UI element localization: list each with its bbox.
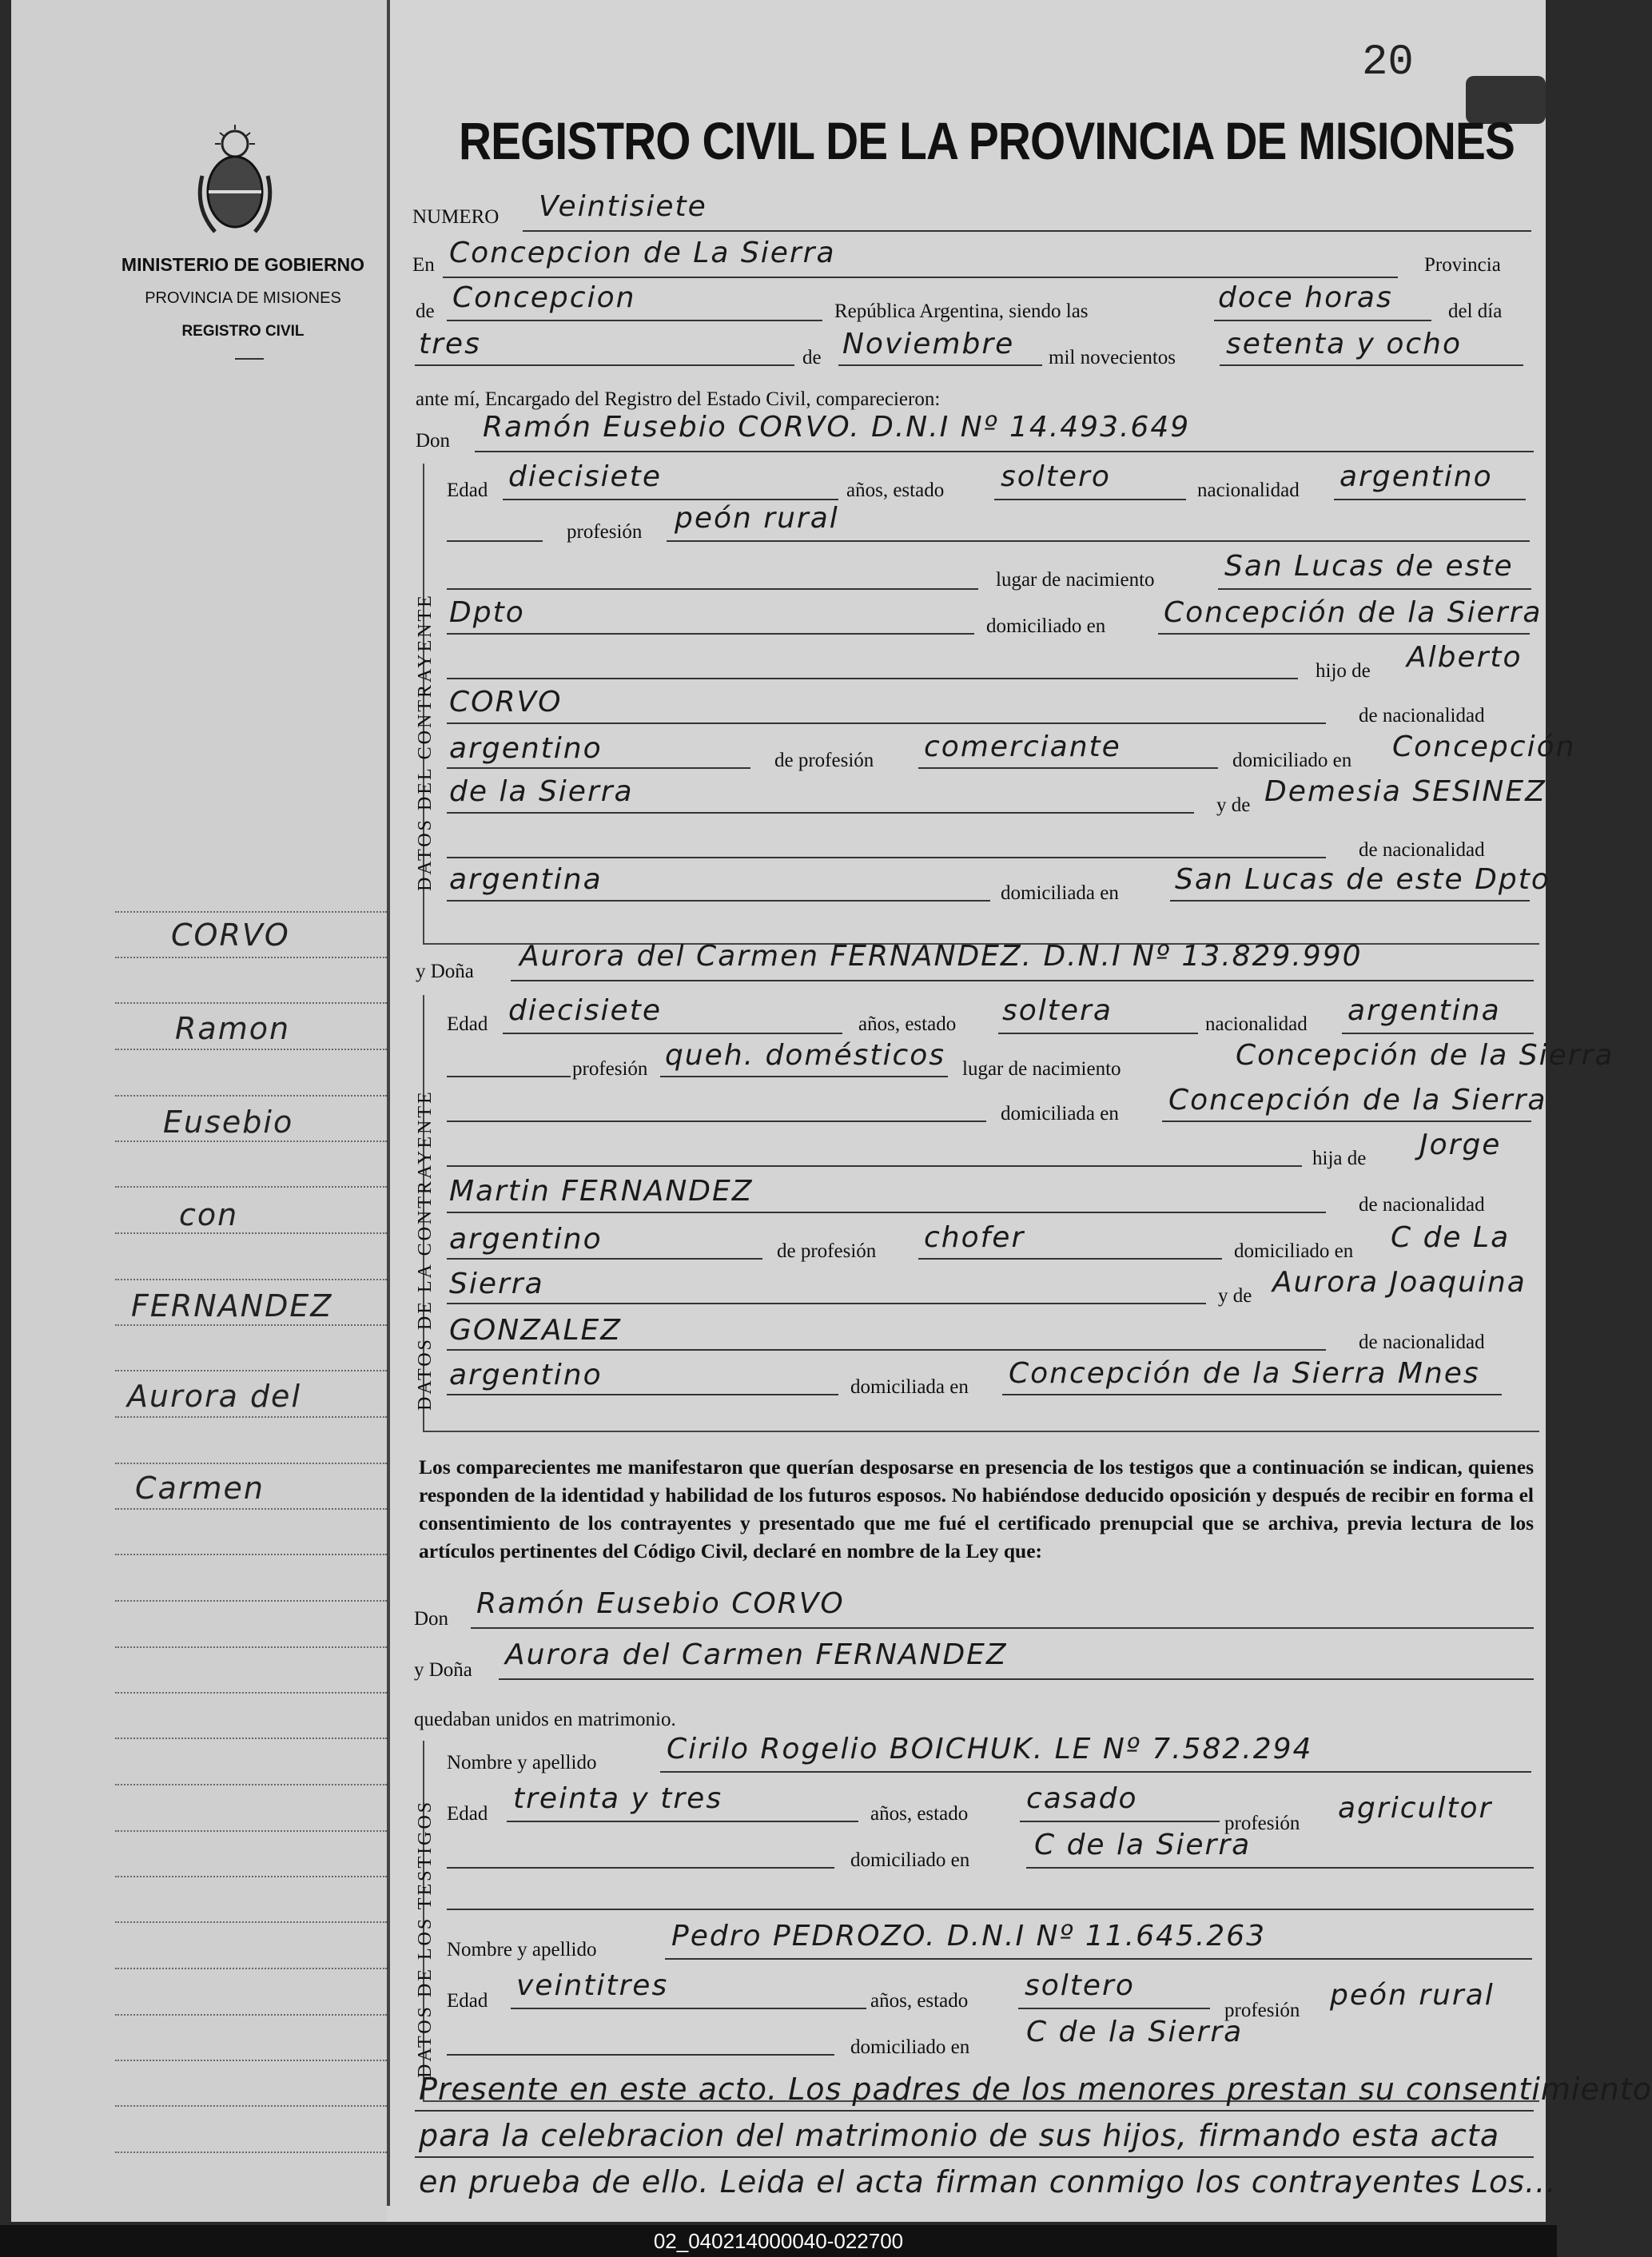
underline <box>1170 900 1530 902</box>
contrayente-side-label: DATOS DEL CONTRAYENTE <box>415 593 436 891</box>
underline <box>447 540 543 542</box>
underline <box>507 1821 858 1822</box>
lugar-value-2: Dpto <box>449 596 525 629</box>
union-don-label: Don <box>414 1608 449 1630</box>
underline <box>447 1867 834 1869</box>
dona-label: y Doña <box>416 961 474 982</box>
t2-anos-estado-label: años, estado <box>870 1990 969 2012</box>
margin-line <box>115 1231 387 1234</box>
de-profesion-label-f: de profesión <box>777 1240 877 1262</box>
margin-line <box>115 2150 387 2153</box>
underline <box>838 364 1042 366</box>
de2-label: de <box>802 347 822 368</box>
madre-nac-value: argentina <box>449 863 603 896</box>
nacionalidad-value-f: argentina <box>1347 994 1501 1027</box>
underline <box>1342 1033 1534 1034</box>
de-nacionalidad-label-f-2: de nacionalidad <box>1359 1332 1485 1353</box>
margin-line <box>115 2012 387 2016</box>
padre-value-f-2: Martin FERNANDEZ <box>449 1175 754 1208</box>
margin-line <box>115 1277 387 1280</box>
underline <box>447 588 978 590</box>
t2-estado-value: soltero <box>1025 1969 1135 2002</box>
margin-line <box>115 1047 387 1050</box>
margin-line <box>115 1598 387 1602</box>
mes-value: Noviembre <box>842 328 1015 360</box>
margin-line <box>115 1829 387 1832</box>
lugar-value-f: Concepción de la Sierra <box>1236 1039 1614 1072</box>
margin-line <box>115 1415 387 1418</box>
padre-dom-label-f: domiciliado en <box>1234 1240 1354 1262</box>
t1-nombre-value: Cirilo Rogelio BOICHUK. LE Nº 7.582.294 <box>667 1733 1313 1765</box>
underline <box>447 1121 986 1122</box>
numero-label: NUMERO <box>412 206 500 228</box>
padre-dom-value-f: C de La <box>1391 1221 1511 1254</box>
footer-note-line: Presente en este acto. Los padres de los menores prestan su consentimiento <box>419 2072 1652 2107</box>
t2-profesion-value: peón rural <box>1330 1979 1495 2012</box>
profesion-label: profesión <box>567 521 643 543</box>
padre-dom-value-f-2: Sierra <box>449 1268 544 1300</box>
underline <box>447 320 822 321</box>
underline <box>660 1771 1531 1773</box>
margin-line <box>115 1184 387 1188</box>
domicilio-value: Concepción de la Sierra <box>1164 596 1543 629</box>
padre-prof-value: comerciante <box>924 730 1121 763</box>
margin-line <box>115 2058 387 2061</box>
underline <box>447 1212 1326 1213</box>
profesion-label-f: profesión <box>572 1058 648 1080</box>
footer-note-line: en prueba de ello. Leida el acta firman conmigo los contrayentes Los... <box>419 2164 1557 2199</box>
t1-anos-estado-label: años, estado <box>870 1803 969 1825</box>
underline <box>447 1165 1302 1167</box>
document-page <box>11 0 1652 2222</box>
underline <box>447 633 974 635</box>
nacionalidad-label: nacionalidad <box>1197 480 1300 501</box>
underline <box>415 2110 1534 2112</box>
underline <box>415 2156 1534 2158</box>
margin-line <box>115 1920 387 1923</box>
padre-dom-value-2: de la Sierra <box>449 775 634 808</box>
margin-line <box>115 1507 387 1510</box>
margin-line <box>115 1690 387 1694</box>
underline <box>447 1258 762 1260</box>
quedaban-text: quedaban unidos en matrimonio. <box>414 1709 676 1730</box>
underline <box>511 980 1534 981</box>
margin-line <box>115 1093 387 1097</box>
de-nacionalidad-label-f: de nacionalidad <box>1359 1194 1485 1216</box>
underline <box>447 1349 1326 1351</box>
footer-note-line: para la celebracion del matrimonio de sus hijos, firmando esta acta <box>419 2118 1500 2153</box>
lugar-label: lugar de nacimiento <box>996 569 1155 591</box>
profesion-value: peón rural <box>675 502 839 535</box>
padre-nac-value-f: argentino <box>449 1223 603 1256</box>
underline <box>447 900 990 902</box>
edad-value: diecisiete <box>508 460 662 493</box>
madre-nac-value-f: argentino <box>449 1359 603 1391</box>
declaration-paragraph: Los comparecientes me manifestaron que querían desposarse en presencia de los testigos que a continuación se indican, quienes responden de la identidad y habilidad de los futuros esposos. No habiéndose deducido oposición y después de recibir en forma el consentimiento de los contrayentes y presentado que me fué el certificado prenupcial que se archiva, previa lectura de los artículos pertinentes del Código Civil, declaré en nombre de la Ley que: <box>419 1455 1534 1562</box>
margin-line <box>115 910 387 913</box>
t1-edad-label: Edad <box>447 1803 488 1825</box>
t2-dom-value: C de la Sierra <box>1026 2016 1244 2048</box>
union-dona-value: Aurora del Carmen FERNANDEZ <box>505 1638 1008 1671</box>
margin-line <box>115 1736 387 1739</box>
en-value: Concepcion de La Sierra <box>449 237 836 269</box>
underline <box>447 722 1326 724</box>
underline <box>660 1076 948 1077</box>
underline <box>1158 633 1530 635</box>
margin-name: con <box>179 1197 239 1232</box>
edad-label: Edad <box>447 480 488 501</box>
underline <box>667 540 1530 542</box>
underline <box>447 2054 834 2056</box>
hijo-label: hijo de <box>1316 660 1371 682</box>
padre-dom-label: domiciliado en <box>1232 750 1352 771</box>
testigos-side-label: DATOS DE LOS TESTIGOS <box>415 1799 436 2078</box>
t2-profesion-label: profesión <box>1224 2000 1300 2021</box>
madre-value-f-2: GONZALEZ <box>449 1314 622 1347</box>
padre-prof-value-f: chofer <box>924 1221 1025 1254</box>
underline <box>511 2008 866 2009</box>
margin-line <box>115 1461 387 1464</box>
margin-line <box>115 1645 387 1648</box>
underline <box>447 812 1194 814</box>
scan-id-bar: 02_040214000040-022700 <box>0 2225 1557 2257</box>
t1-profesion-label: profesión <box>1224 1813 1300 1834</box>
t1-estado-value: casado <box>1026 1782 1138 1815</box>
underline <box>475 451 1534 452</box>
padre-value: Alberto <box>1407 641 1523 674</box>
underline <box>503 1033 842 1034</box>
margin-name: Carmen <box>135 1471 265 1506</box>
de-nacionalidad-label: de nacionalidad <box>1359 705 1485 726</box>
underline <box>665 1958 1532 1960</box>
underline <box>523 230 1531 232</box>
y-de-label: y de <box>1216 794 1251 816</box>
anio-value: setenta y ocho <box>1226 328 1463 360</box>
don-value: Ramón Eusebio CORVO. D.N.I Nº 14.493.649 <box>483 411 1191 444</box>
madre-dom-value: San Lucas de este Dpto <box>1175 863 1550 896</box>
t1-dom-label: domiciliado en <box>850 1849 970 1871</box>
margin-name: CORVO <box>171 918 290 953</box>
madre-value: Demesia SESINEZ <box>1264 775 1547 808</box>
provincia-label: Provincia <box>1424 254 1501 276</box>
t2-dom-label: domiciliado en <box>850 2036 970 2058</box>
madre-dom-label-f: domiciliada en <box>850 1376 969 1398</box>
hija-label: hija de <box>1312 1148 1367 1169</box>
ante-mi-text: ante mí, Encargado del Registro del Estado Civil, comparecieron: <box>416 388 941 410</box>
underline <box>499 1678 1534 1680</box>
margin-line <box>115 1552 387 1555</box>
t2-edad-label: Edad <box>447 1990 488 2012</box>
underline <box>1018 2008 1210 2009</box>
margin-line <box>115 955 387 958</box>
de-value: Concepcion <box>452 281 636 314</box>
lugar-value: San Lucas de este <box>1224 550 1514 583</box>
mil-label: mil novecientos <box>1049 347 1176 368</box>
republica-label: República Argentina, siendo las <box>834 301 1089 322</box>
underline <box>1214 320 1431 321</box>
underline <box>998 1033 1198 1034</box>
underline <box>447 857 1326 858</box>
madre-dom-label: domiciliada en <box>1001 882 1119 904</box>
underline <box>447 767 750 769</box>
madre-value-f: Aurora Joaquina <box>1272 1266 1527 1299</box>
anos-estado-label-f: años, estado <box>858 1013 957 1035</box>
coat-of-arms-icon <box>191 120 279 240</box>
dia-value: tres <box>419 328 481 360</box>
t1-edad-value: treinta y tres <box>513 1782 723 1815</box>
underline <box>447 678 1298 679</box>
underline <box>471 1627 1534 1629</box>
estado-value: soltero <box>1001 460 1111 493</box>
underline <box>1026 1867 1534 1869</box>
de-profesion-label: de profesión <box>774 750 874 771</box>
del-dia-label: del día <box>1448 301 1503 322</box>
underline <box>1220 364 1523 366</box>
underline <box>1002 1394 1502 1395</box>
madre-dom-value-f: Concepción de la Sierra Mnes <box>1009 1357 1480 1390</box>
underline <box>994 499 1186 500</box>
margin-name: Ramon <box>175 1011 291 1046</box>
underline <box>1162 1121 1531 1122</box>
contrayente-f-side-label: DATOS DE LA CONTRAYENTE <box>415 1089 436 1411</box>
underline <box>447 1303 1206 1304</box>
underline <box>415 364 794 366</box>
t2-nombre-label: Nombre y apellido <box>447 1939 597 1960</box>
y-de-label-f: y de <box>1218 1285 1252 1307</box>
margin-line <box>115 1966 387 1969</box>
nacionalidad-value: argentino <box>1340 460 1493 493</box>
margin-line <box>115 2104 387 2107</box>
margin-line <box>115 1782 387 1785</box>
padre-value-2: CORVO <box>449 686 563 718</box>
hora-value: doce horas <box>1218 281 1393 314</box>
province-label: PROVINCIA DE MISIONES <box>145 289 341 307</box>
en-label: En <box>412 254 435 276</box>
underline <box>1218 588 1531 590</box>
underline <box>447 1394 838 1395</box>
margin-name: FERNANDEZ <box>131 1288 333 1324</box>
dona-value: Aurora del Carmen FERNANDEZ. D.N.I Nº 13.829.990 <box>519 940 1363 973</box>
ministry-label: MINISTERIO DE GOBIERNO <box>121 254 365 275</box>
margin-line <box>115 1874 387 1877</box>
margin-name: Eusebio <box>163 1105 294 1140</box>
margin-line <box>115 1368 387 1371</box>
domiciliado-label: domiciliado en <box>986 615 1106 637</box>
underline <box>918 767 1218 769</box>
padre-dom-value: Concepción <box>1392 730 1576 763</box>
numero-value: Veintisiete <box>539 190 707 223</box>
margin-name: Aurora del <box>127 1379 301 1414</box>
page-title: REGISTRO CIVIL DE LA PROVINCIA DE MISIONES <box>459 111 1515 170</box>
de-label: de <box>416 301 435 322</box>
edad-value-f: diecisiete <box>508 994 662 1027</box>
union-dona-label: y Doña <box>414 1659 472 1681</box>
lugar-label-f: lugar de nacimiento <box>962 1058 1121 1080</box>
domicilio-value-f: Concepción de la Sierra <box>1168 1084 1547 1117</box>
anos-estado-label: años, estado <box>846 480 945 501</box>
profesion-value-f: queh. domésticos <box>665 1039 946 1072</box>
margin-line <box>115 1001 387 1004</box>
don-label: Don <box>416 430 451 452</box>
padre-value-f: Jorge <box>1419 1128 1502 1161</box>
underline <box>1020 1821 1220 1822</box>
padre-nac-value: argentino <box>449 732 603 765</box>
t2-edad-value: veintitres <box>516 1969 669 2002</box>
t1-profesion-value: agricultor <box>1338 1792 1493 1825</box>
underline <box>447 1909 1534 1910</box>
underline <box>918 1258 1222 1260</box>
union-don-value: Ramón Eusebio CORVO <box>476 1587 845 1620</box>
de-nacionalidad-label-2: de nacionalidad <box>1359 839 1485 861</box>
edad-label-f: Edad <box>447 1013 488 1035</box>
underline <box>447 1076 571 1077</box>
domiciliada-label-f: domiciliada en <box>1001 1103 1119 1125</box>
underline <box>443 277 1398 278</box>
margin-divider <box>387 0 390 2206</box>
nacionalidad-label-f: nacionalidad <box>1205 1013 1308 1035</box>
underline <box>503 499 838 500</box>
underline <box>1334 499 1526 500</box>
t1-dom-value: C de la Sierra <box>1034 1829 1252 1861</box>
estado-value-f: soltera <box>1002 994 1113 1027</box>
page-number: 20 <box>1362 38 1414 87</box>
t2-nombre-value: Pedro PEDROZO. D.N.I Nº 11.645.263 <box>671 1920 1266 1952</box>
registry-label: REGISTRO CIVIL <box>181 323 305 340</box>
t1-nombre-label: Nombre y apellido <box>447 1752 597 1773</box>
ministry-rule <box>235 358 264 360</box>
